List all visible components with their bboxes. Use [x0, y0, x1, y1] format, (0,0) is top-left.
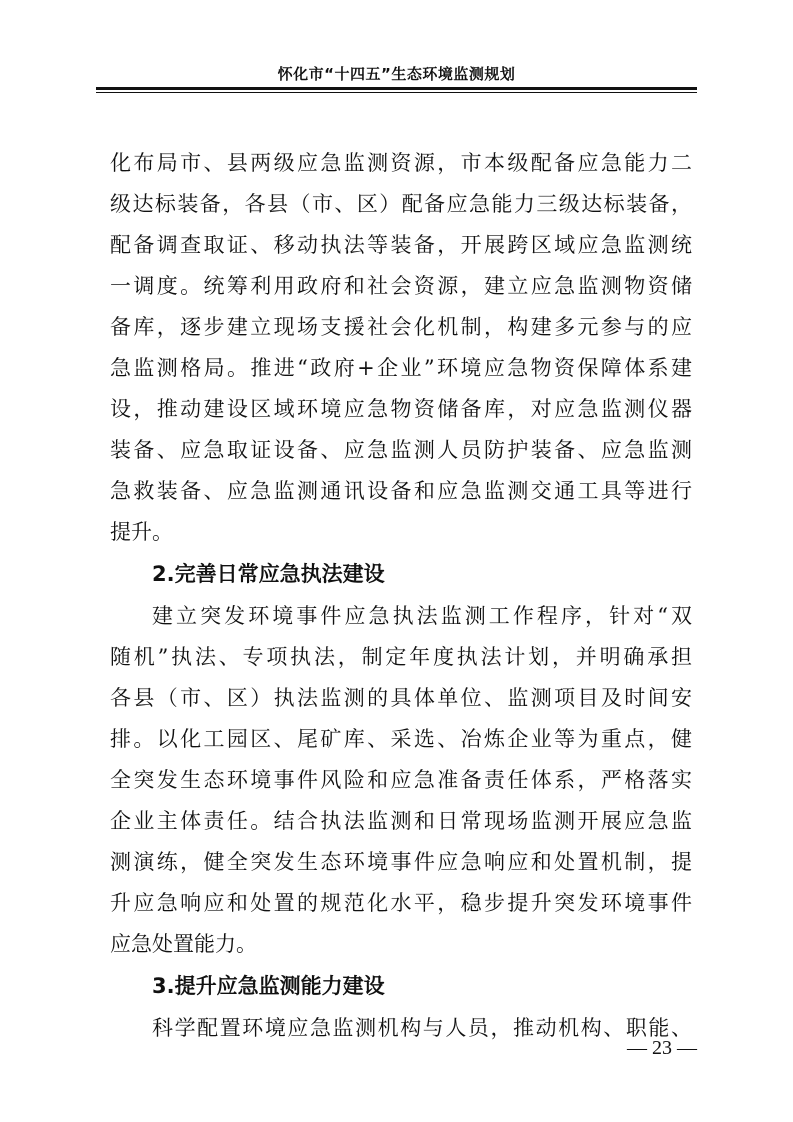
header-rule — [96, 87, 697, 90]
text-line: 急救装备、应急监测通讯设备和应急监测交通工具等进行 — [110, 479, 692, 503]
section-heading-3: 3.提升应急监测能力建设 — [152, 974, 385, 998]
text-line: 科学配置环境应急监测机构与人员，推动机构、职能、 — [152, 1016, 692, 1040]
body-text — [110, 143, 692, 1049]
text-line: 备库，逐步建立现场支援社会化机制，构建多元参与的应 — [110, 315, 692, 339]
text-line: 一调度。统筹利用政府和社会资源，建立应急监测物资储 — [110, 274, 692, 298]
text-line: 设，推动建设区域环境应急物资储备库，对应急监测仪器 — [110, 397, 692, 421]
header-rule-thin — [96, 92, 697, 93]
text-line: 配备调查取证、移动执法等装备，开展跨区域应急监测统 — [110, 233, 692, 257]
text-line: 提升。 — [110, 520, 173, 544]
text-line: 急监测格局。推进“政府+企业”环境应急物资保障体系建 — [110, 356, 692, 380]
section-heading-2: 2.完善日常应急执法建设 — [152, 562, 385, 586]
text-line: 随机”执法、专项执法，制定年度执法计划，并明确承担 — [110, 645, 692, 669]
text-line: 全突发生态环境事件风险和应急准备责任体系，严格落实 — [110, 768, 692, 792]
text-line: 应急处置能力。 — [110, 932, 257, 956]
text-line: 企业主体责任。结合执法监测和日常现场监测开展应急监 — [110, 809, 692, 833]
text-line: 化布局市、县两级应急监测资源，市本级配备应急能力二 — [110, 151, 692, 175]
text-line: 升应急响应和处置的规范化水平，稳步提升突发环境事件 — [110, 891, 692, 915]
page-number: — 23 — — [627, 1037, 697, 1059]
text-line: 装备、应急取证设备、应急监测人员防护装备、应急监测 — [110, 438, 692, 462]
text-line: 排。以化工园区、尾矿库、采选、冶炼企业等为重点，健 — [110, 727, 692, 751]
text-line: 测演练，健全突发生态环境事件应急响应和处置机制，提 — [110, 850, 692, 874]
text-line: 级达标装备，各县（市、区）配备应急能力三级达标装备， — [110, 192, 692, 216]
text-line: 建立突发环境事件应急执法监测工作程序，针对“双 — [152, 604, 692, 628]
running-header-title: 怀化市“十四五”生态环境监测规划 — [277, 65, 516, 83]
text-line: 各县（市、区）执法监测的具体单位、监测项目及时间安 — [110, 686, 692, 710]
